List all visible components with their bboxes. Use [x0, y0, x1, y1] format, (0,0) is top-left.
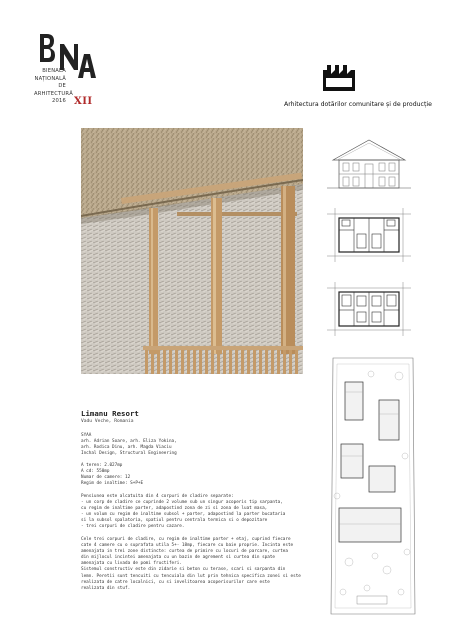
site-plan [327, 356, 419, 616]
description-line: - trei corpuri de cladire pentru cazare. [81, 524, 185, 530]
description-line: Sistemul constructiv este din zidarie si beton cu terase, scari si sarpanta din [81, 567, 286, 573]
project-location: Vadu Veche, Romania [81, 419, 134, 424]
stat-line: Regim de inaltime: S+P+E [81, 481, 144, 487]
description-line: realizata de catre localnici, cu si invelitoarea acoperisurilor care este [81, 579, 270, 585]
stats-block [81, 463, 311, 487]
team-line: Inchal Design, Structural Engineering [81, 451, 177, 457]
logo-line: BIENALA [42, 68, 66, 74]
category-title: Arhitectura dotărilor comunitare și de producție [284, 101, 432, 108]
logo-line: 2016 [51, 98, 66, 105]
floor-plan-ground [327, 208, 411, 262]
description-paragraph-1 [81, 494, 311, 531]
team-block [81, 433, 311, 457]
stat-line: A teren: 2.027mp [81, 463, 123, 468]
description-line: din mijlocul incintei amenajata cu un bazin de agrement si curtea din spate [81, 555, 276, 561]
description-line: lemn. Peretii sunt tencuiti cu tencuiala din lut prin tehnica specifica zonei si este [81, 573, 301, 579]
team-line: arh. Rodica Dinu, arh. Magda Viaciu [81, 445, 172, 451]
project-title: Limanu Resort [81, 409, 139, 418]
stat-line: Numar de camere: 12 [81, 475, 131, 481]
description-line: Pensiunea este alcatuita din 4 corpuri de cladire separate: [81, 494, 234, 499]
description-line: amenajata in trei zone distincte: curtea de primire cu locuri de parcare, curtea [81, 549, 288, 555]
team-line: arh. Adrian Soare, arh. Eliza Yokina, [81, 439, 177, 445]
description-line: cate 4 camere cu o suprafata utila 5+- 18mp, fiecare cu baie proprie. Incinta este [81, 543, 294, 549]
stat-line: A cd: 550mp [81, 469, 110, 475]
team-company: SYAA [81, 433, 92, 438]
description-line: cu regim de inaltime parter, adapostind zona de zi si zona de luat masa, [81, 506, 268, 512]
description-line: - un corp de cladire ce cuprinde 2 volume sub un singur acoperis tip sarpanta, [81, 500, 283, 506]
logo-line: DE [58, 83, 66, 90]
logo-caption [34, 68, 73, 106]
description-paragraph-2 [81, 537, 311, 592]
description-line: realizata din stuf. [81, 585, 131, 591]
description-line: si la subsol spalatoria, spatiul pentru centrala termica si o depozitare [81, 518, 268, 524]
floor-plan-upper [327, 282, 411, 336]
project-photo [81, 128, 303, 374]
description-line: amenajata cu livada de pomi fructiferi. [81, 561, 182, 567]
factory-icon [322, 64, 356, 92]
description-line: - un volum cu regim de inaltime subsol + parter, adapostind la parter bucataria [81, 512, 286, 518]
logo-line: NAȚIONALĂ [34, 75, 66, 82]
elevation-drawing [327, 134, 411, 196]
description-line: Cele trei corpuri de cladire, cu regim de inaltime parter + etaj, cuprind fiecare [81, 537, 291, 542]
edition-number: XII [74, 96, 93, 107]
logo-line: ARHITECTURĂ [34, 90, 73, 97]
